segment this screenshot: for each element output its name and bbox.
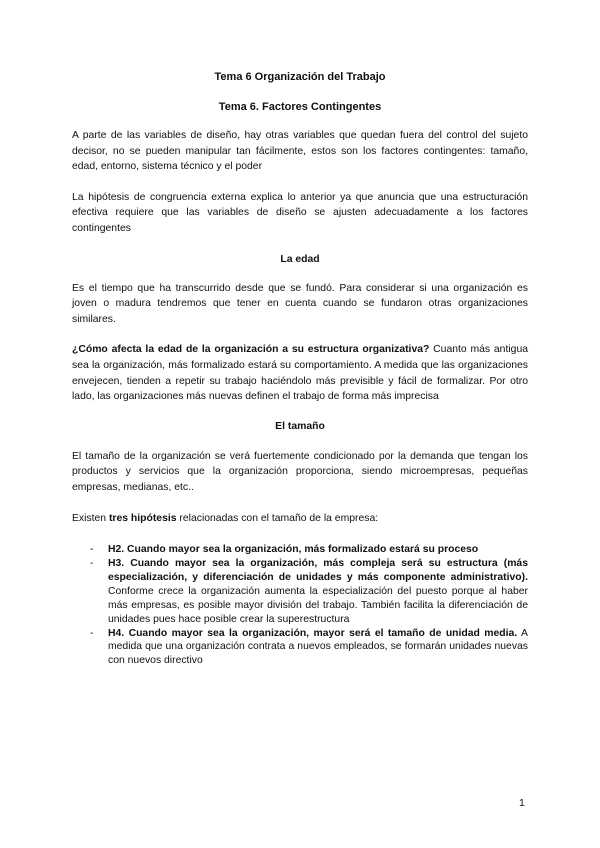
intro-paragraph-1: A parte de las variables de diseño, hay otras variables que quedan fuera del control del sujeto decisor, no se pueden manipular tan fácilmente, estos son los factores contingentes: tamaño, edad, entorno, sistema técnico y el poder (72, 130, 528, 173)
list-item (72, 543, 528, 557)
hypothesis-title: H2. Cuando mayor sea la organización, más formalizado estará su proceso (108, 544, 479, 556)
list-item (72, 557, 528, 627)
hypothesis-title: H4. Cuando mayor sea la organización, mayor será el tamaño de unidad media. (108, 627, 518, 639)
document-subtitle: Tema 6. Factores Contingentes (218, 101, 382, 113)
dash-bullet: - (90, 544, 94, 556)
hypotheses-list (72, 543, 528, 668)
dash-bullet: - (90, 627, 94, 639)
page-number: 1 (519, 798, 525, 809)
hypotheses-count: tres hipótesis (108, 512, 177, 524)
document-page (72, 70, 528, 668)
edad-answer: Cuanto más antigua sea la organización, más formalizado estará su comportamiento. A medida que las organizaciones envejecen, tienden a repetir su trabajo haciéndolo más previsible y fácil de formalizar. Por otro lado, las organizaciones más nuevas definen el trabajo de forma más imprecisa (72, 344, 528, 403)
edad-paragraph: Es el tiempo que ha transcurrido desde que se fundó. Para considerar si una organización es joven o madura tendremos que tener en cuenta cuando se fundaron otras organizaciones similares. (72, 282, 528, 325)
edad-question: ¿Cómo afecta la edad de la organización a su estructura organizativa? (72, 344, 430, 356)
hypothesis-text: Conforme crece la organización aumenta la especialización del puesto porque al haber más empresas, es posible mayor división del trabajo. También facilita la diferenciación de unidades pues hace posible crear la superestructura (108, 585, 528, 625)
edad-question-paragraph (72, 342, 528, 404)
hypothesis-title: H3. Cuando mayor sea la organización, más compleja será su estructura (más especialización, y diferenciación de unidades y más componente administrativo). (108, 558, 528, 583)
section-heading-tamano: El tamaño (275, 420, 325, 432)
hypothesis-text: A medida que una organización contrata a nuevos empleados, se formarán unidades nuevas con nuevos directivo (108, 627, 528, 667)
document-title: Tema 6 Organización del Trabajo (214, 71, 386, 83)
section-heading-edad: La edad (280, 253, 320, 265)
hypotheses-intro: Existen tres hipótesis relacionadas con el tamaño de la empresa: (72, 512, 379, 524)
tamano-paragraph: El tamaño de la organización se verá fuertemente condicionado por la demanda que tengan los productos y servicios que la organización proporciona, siendo microempresas, pequeñas empresas, medianas, etc.. (72, 450, 528, 493)
dash-bullet: - (90, 558, 94, 569)
list-item (72, 627, 528, 669)
intro-paragraph-2: La hipótesis de congruencia externa explica lo anterior ya que anuncia que una estructuración efectiva requiere que las variables de diseño se ajusten adecuadamente a los factores contingentes (72, 191, 528, 234)
